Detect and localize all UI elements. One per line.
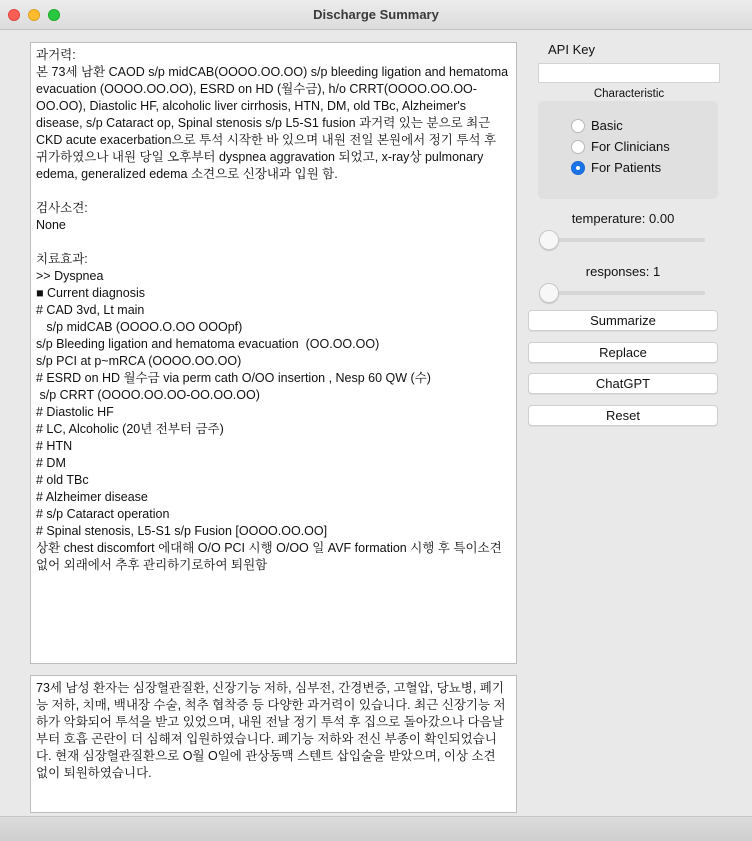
discharge-note-textarea[interactable]: 과거력: 본 73세 남환 CAOD s/p midCAB(OOOO.OO.OO) s/p bleeding ligation and hematoma evacuation (OOOO.OO.OO), ESRD on HD (월수금), h/o CRRT(OOOO.OO.OO-OO.OO), Diastolic HF, alcoholic liver cirrhosis, HTN, DM, old TBc, Alzheimer's disease, s/p Cataract op, Spinal stenosis s/p L5-S1 fusion 과거력 있는 분으로 최근 CKD acute exacerbation으로 투석 시작한 바 있으며 내원 전일 본원에서 정기 투석 후 귀가하였으나 내원 당일 오후부터 dyspnea aggravation 되었고, x-ray상 pulmonary edema, generalized edema 소견으로 신장내과 입원 함. 검사소견: None 치료효과: >> Dyspnea ■ Current diagnosis # CAD 3vd, Lt main s/p midCAB (OOOO.O.OO OOOpf) s/p Bleeding ligation and hematoma evacuation (OO.OO.OO) s/p PCI at p~mRCA (OOOO.OO.OO) # ESRD on HD 월수금 via perm cath O/OO insertion , Nesp 60 QW (수) s/p CRRT (OOOO.OO.OO-OO.OO.OO) # Diastolic HF # LC, Alcoholic (20년 전부터 금주) # HTN # DM # old TBc # Alzheimer disease # s/p Cataract operation # Spinal stenosis, L5-S1 s/p Fusion [OOOO.OO.OO] 상환 chest discomfort 에대해 O/O PCI 시행 O/OO 일 AVF formation 시행 후 특이소견없어 외래에서 추후 관리하기로하여 퇴원함 (30, 42, 517, 664)
characteristic-radio-group (538, 101, 718, 199)
title-bar (0, 0, 752, 30)
chatgpt-button[interactable]: ChatGPT (528, 373, 718, 394)
radio-label-basic: Basic (591, 118, 623, 133)
api-key-label: API Key (548, 42, 595, 57)
radio-label-for-clinicians: For Clinicians (591, 139, 670, 154)
window-title: Discharge Summary (313, 7, 439, 22)
radio-button-for-clinicians[interactable] (571, 140, 585, 154)
window-bottom-bar (0, 816, 752, 841)
responses-slider-track[interactable] (540, 291, 705, 295)
radio-button-basic[interactable] (571, 119, 585, 133)
responses-label: responses: 1 (585, 264, 661, 279)
responses-slider-handle[interactable] (539, 283, 559, 303)
api-key-input[interactable] (538, 63, 720, 83)
summary-output-textarea[interactable]: 73세 남성 환자는 심장혈관질환, 신장기능 저하, 심부전, 간경변증, 고혈압, 당뇨병, 폐기능 저하, 치매, 백내장 수술, 척추 협착증 등 다양한 과거력이 있습니다. 최근 신장기능 저하가 악화되어 투석을 받고 있었으며, 내원 전날 정기 투석 후 집으로 돌아갔으나 다음날부터 호흡 곤란이 더 심해져 입원하였습니다. 폐기능 저하와 전신 부종이 확인되었습니다. 현재 심장혈관질환으로 O월 O일에 관상동맥 스텐트 삽입술을 받았으며, 이상 소견 없이 퇴원하였습니다. (30, 675, 517, 813)
radio-label-for-patients: For Patients (591, 160, 662, 175)
replace-button[interactable]: Replace (528, 342, 718, 363)
summarize-button[interactable]: Summarize (528, 310, 718, 331)
temperature-label: temperature: 0.00 (571, 211, 675, 226)
temperature-slider-track[interactable] (540, 238, 705, 242)
temperature-slider-handle[interactable] (539, 230, 559, 250)
radio-button-for-patients[interactable] (571, 161, 585, 175)
reset-button[interactable]: Reset (528, 405, 718, 426)
characteristic-label: Characteristic (593, 88, 665, 100)
